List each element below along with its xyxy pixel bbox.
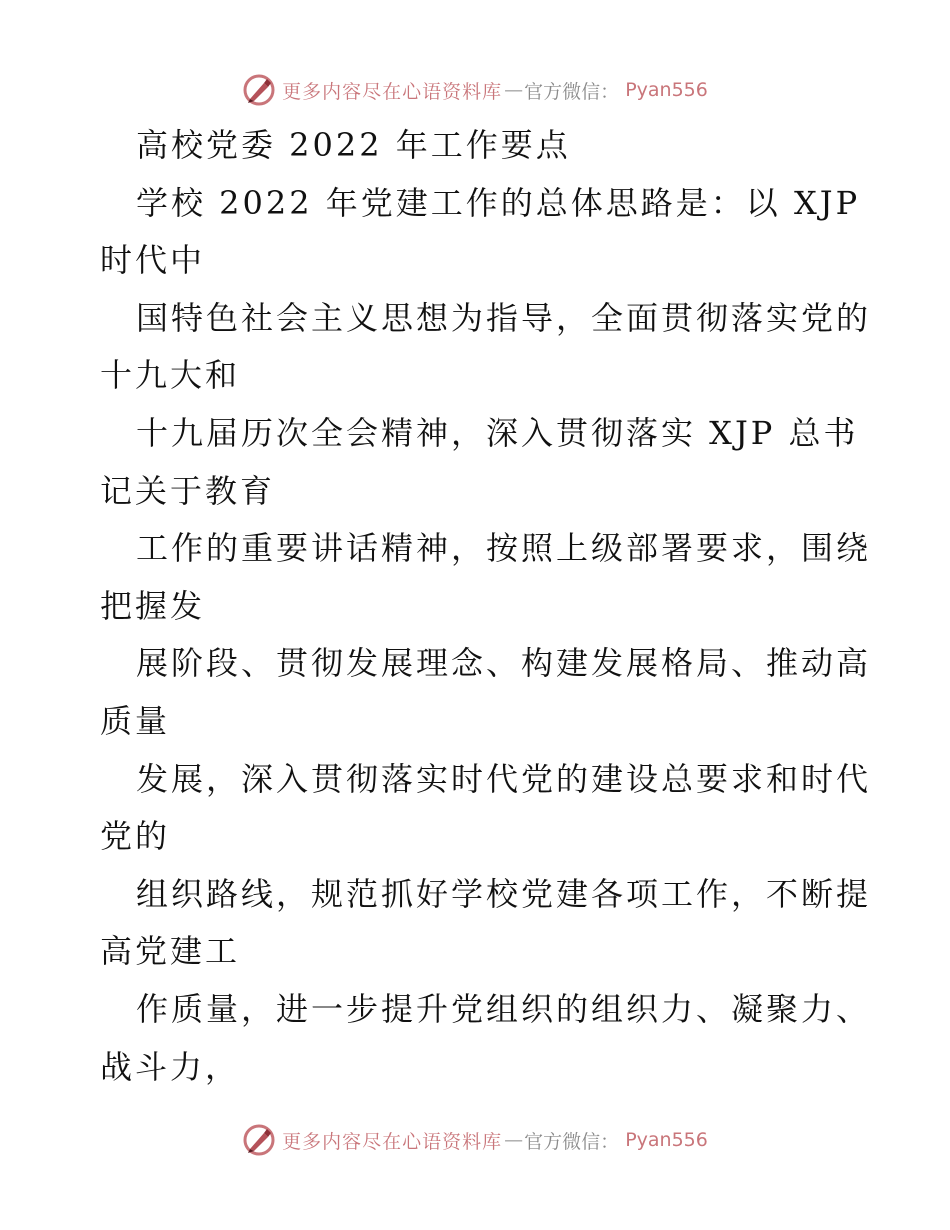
text-line: 把握发 <box>100 586 206 625</box>
text-line: 工作的重要讲话精神，按照上级部署要求，围绕 <box>136 529 872 568</box>
text-line: 发展，深入贯彻落实时代党的建设总要求和时代 <box>136 759 872 798</box>
text-line: 组织路线，规范抓好学校党建各项工作，不断提 <box>136 874 872 913</box>
watermark-wechat-label: 官方微信： <box>524 80 620 103</box>
watermark-wechat-label: 官方微信： <box>524 1130 620 1153</box>
text-line: 质量 <box>100 701 171 740</box>
watermark-brand: 更多内容尽在心语资料库 <box>282 80 503 103</box>
watermark-wechat-id: Pyan556 <box>625 79 708 101</box>
footer-watermark <box>0 1120 950 1160</box>
header-watermark <box>0 70 950 110</box>
text-line: 党的 <box>100 817 171 856</box>
text-line: 展阶段、贯彻发展理念、构建发展格局、推动高 <box>136 644 872 683</box>
text-line: 高党建工 <box>100 932 241 971</box>
text-line: 十九大和 <box>100 356 241 395</box>
document-body <box>100 117 872 1096</box>
pen-in-circle-logo-icon <box>242 1123 276 1157</box>
text-line: 战斗力， <box>100 1047 241 1086</box>
text-line: 十九届历次全会精神，深入贯彻落实 XJP 总书 <box>136 413 859 452</box>
watermark-separator: — <box>504 79 523 101</box>
pen-in-circle-logo-icon <box>242 73 276 107</box>
text-line: 学校 2022 年党建工作的总体思路是：以 XJP <box>136 183 861 222</box>
text-line: 作质量，进一步提升党组织的组织力、凝聚力、 <box>136 989 872 1028</box>
watermark-wechat-id: Pyan556 <box>625 1129 708 1151</box>
text-line: 国特色社会主义思想为指导，全面贯彻落实党的 <box>136 298 872 337</box>
text-line: 记关于教育 <box>100 471 276 510</box>
watermark-separator: — <box>504 1129 523 1151</box>
watermark-brand: 更多内容尽在心语资料库 <box>282 1130 503 1153</box>
text-line: 时代中 <box>100 241 206 280</box>
document-title: 高校党委 2022 年工作要点 <box>136 126 571 164</box>
